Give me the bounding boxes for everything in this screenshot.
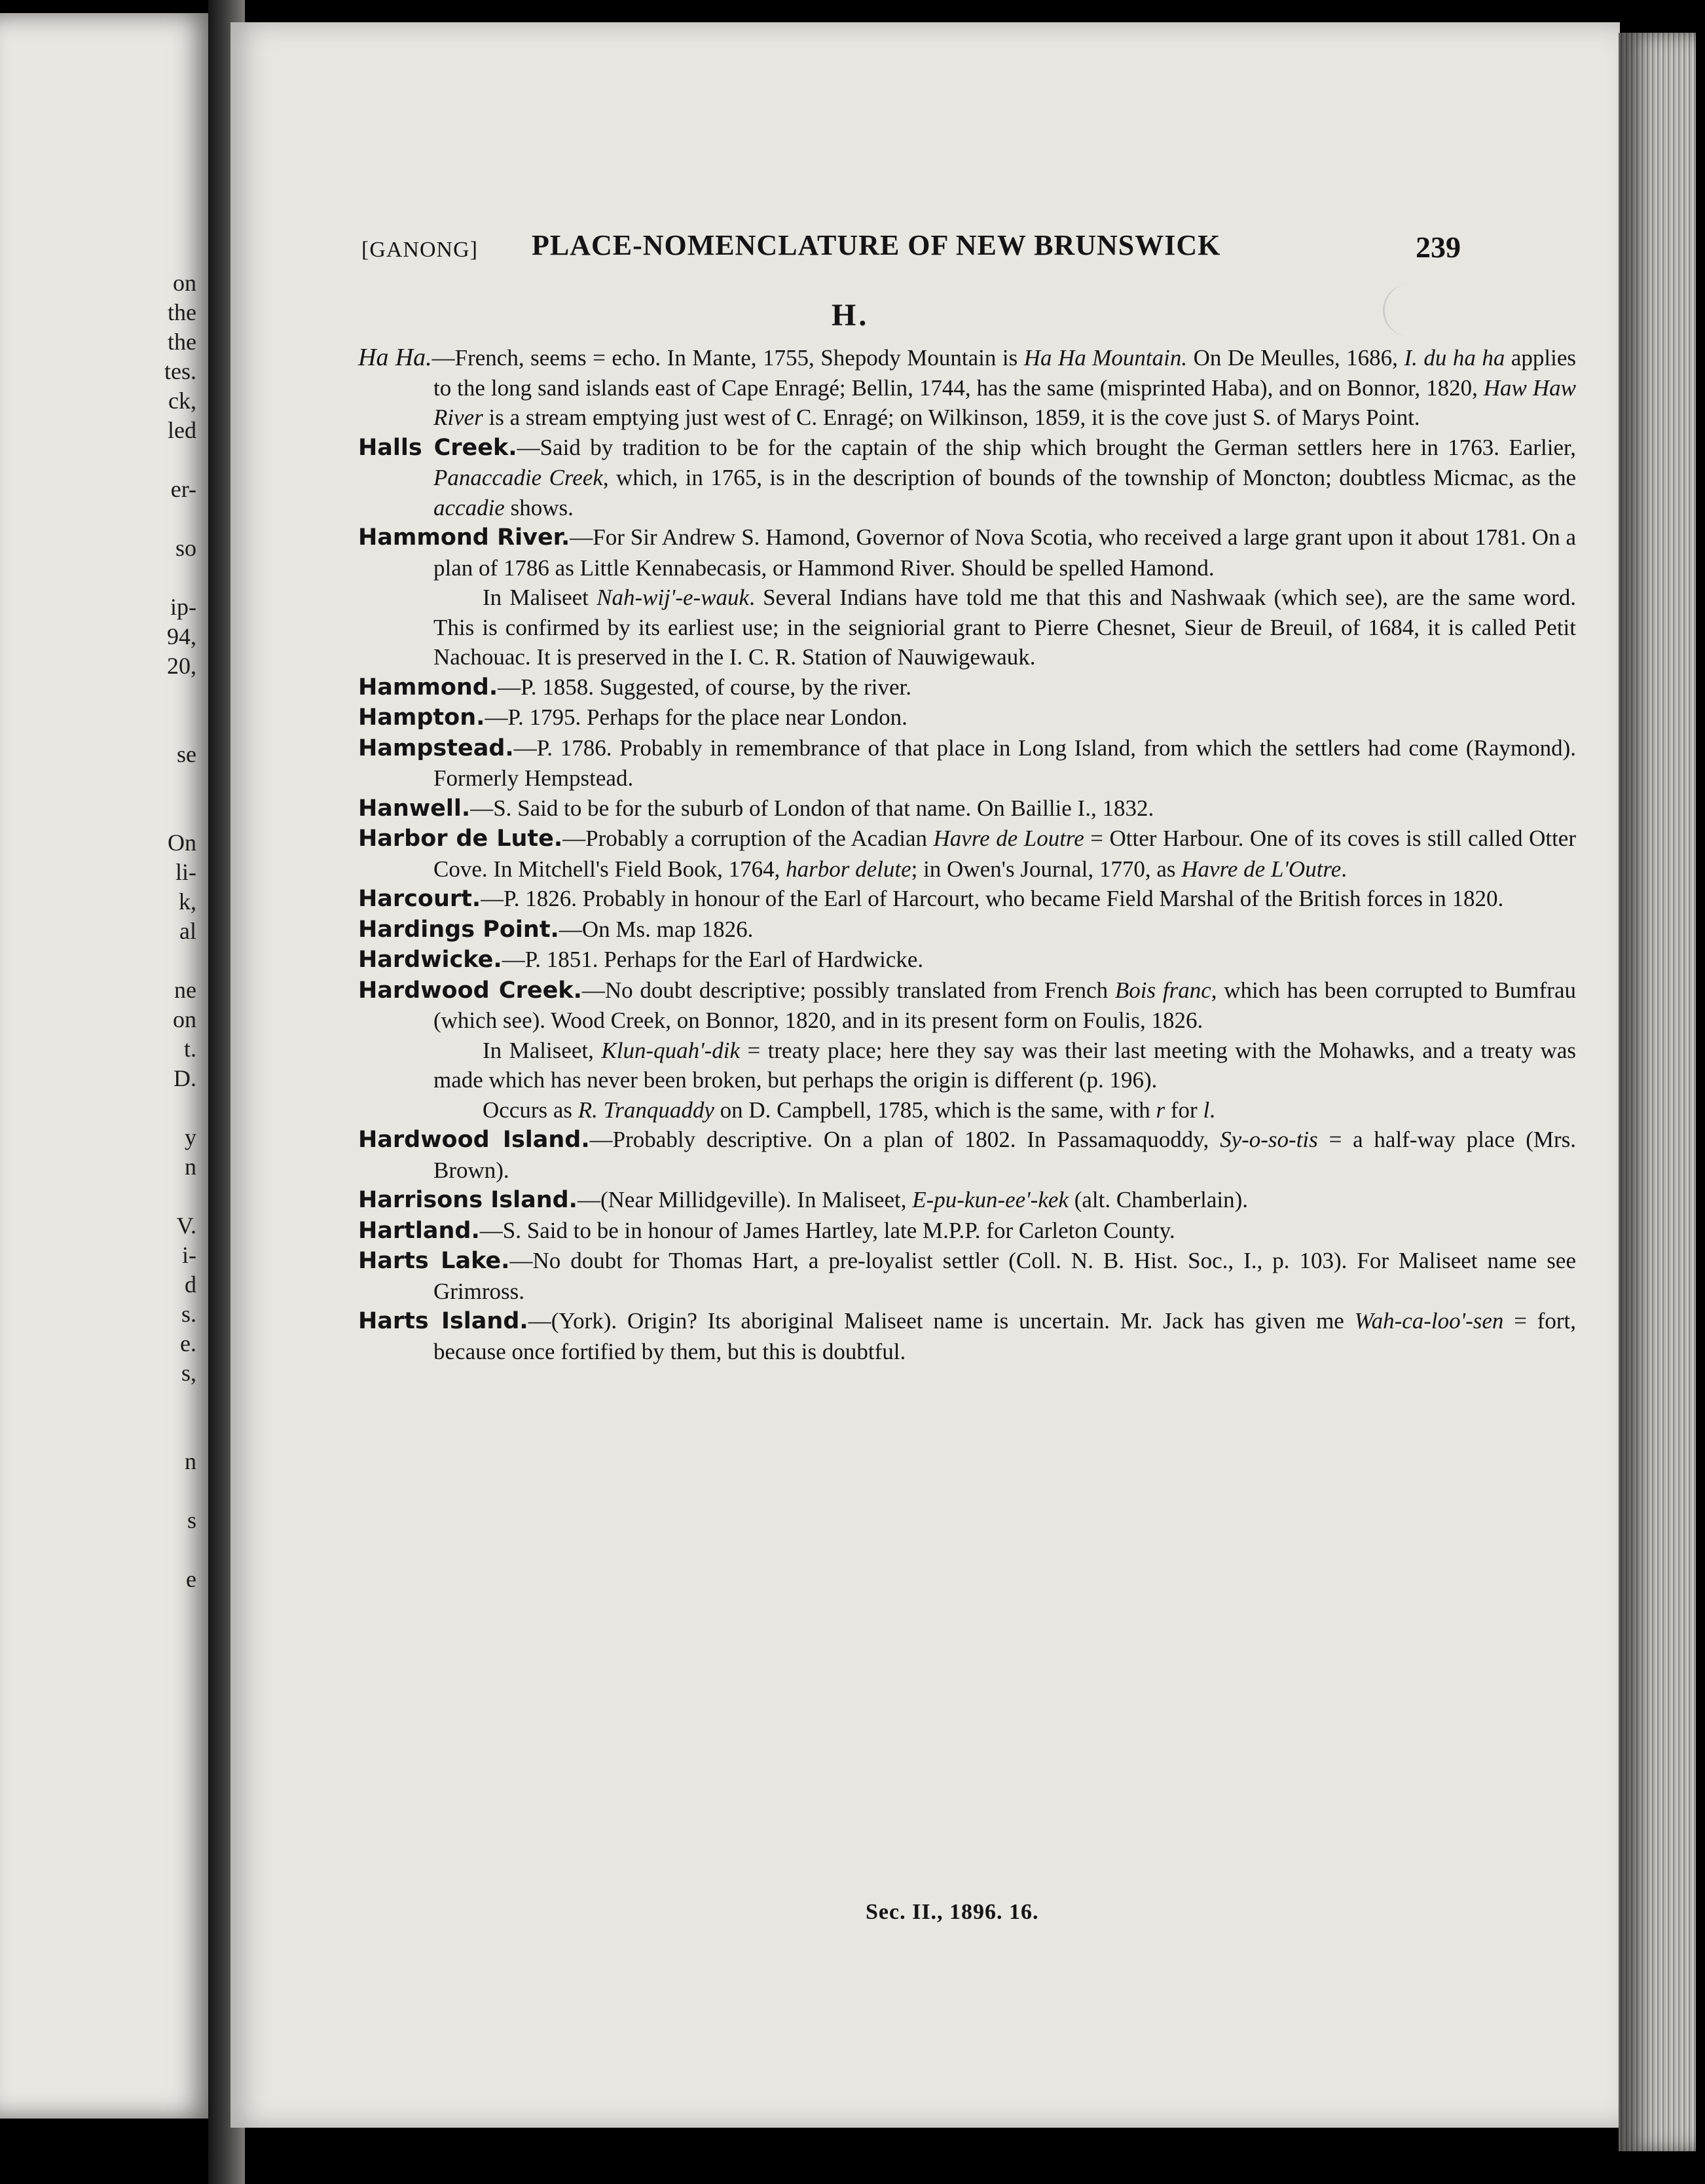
body-text: —Probably a corruption of the Acadian [562, 826, 934, 851]
body-text: —No doubt descriptive; possibly translated from French [581, 977, 1115, 1003]
entry-term: Hammond. [358, 674, 498, 701]
body-text: —P. 1858. Suggested, of course, by the river. [498, 674, 912, 700]
dictionary-entry [358, 793, 1576, 824]
facing-page-fragment: y [185, 1124, 196, 1150]
entry-term: Harcourt. [358, 886, 481, 912]
dictionary-entry [358, 1306, 1576, 1366]
facing-page-fragment: er- [170, 476, 196, 502]
body-text: , which, in 1765, is in the description of bounds of the township of Moncton; doubtless Micmac, as the [602, 465, 1576, 490]
entry-list [358, 343, 1576, 1366]
body-text: = fort, because once fortified by them, but this is doubtful. [433, 1308, 1577, 1364]
entry-term: Hampton. [358, 704, 485, 731]
dictionary-entry [358, 915, 1576, 945]
entry-term: Hampstead. [358, 735, 514, 761]
body-text: —Probably descriptive. On a plan of 1802. In Passamaquoddy, [589, 1127, 1220, 1152]
body-text: is a stream emptying just west of C. Enragé; on Wilkinson, 1859, it is the cove just S. of Marys Point. [483, 405, 1420, 430]
facing-page-fragment: 20, [167, 653, 196, 679]
body-text: —P. 1851. Perhaps for the Earl of Hardwicke. [502, 947, 924, 972]
body-text: —(York). Origin? Its aboriginal Maliseet name is uncertain. Mr. Jack has given me [528, 1308, 1355, 1334]
facing-page-fragment: s [187, 1507, 196, 1533]
facing-page-fragment: li- [175, 859, 196, 885]
facing-page-fragment: n [185, 1448, 196, 1474]
facing-page-fragment: se [177, 741, 196, 767]
facing-page-fragment: 94, [167, 623, 196, 649]
body-text: In Maliseet [483, 585, 597, 610]
italic-text: Panaccadie Creek [433, 465, 603, 490]
italic-text: Sy-o-so-tis [1220, 1127, 1318, 1152]
entry-term: Hammond River. [358, 524, 570, 551]
body-text: —No doubt for Thomas Hart, a pre-loyalist settler (Coll. N. B. Hist. Soc., I., p. 103). For Maliseet name see Grimross. [433, 1248, 1576, 1304]
body-text: Occurs as [483, 1097, 578, 1123]
body-text: = Otter Harbour. One of its coves is still called Otter Cove. In Mitchell's Field Book, 1764, [433, 826, 1576, 882]
entry-term: Hardwood Creek. [358, 977, 582, 1004]
body-text: —French, seems = echo. In Mante, 1755, Shepody Mountain is [431, 345, 1024, 371]
facing-page-fragment: d [185, 1271, 196, 1298]
entry-term: Hartland. [358, 1217, 480, 1244]
italic-text: l [1203, 1097, 1210, 1123]
dictionary-entry [358, 884, 1576, 915]
facing-page-fragment: led [168, 417, 196, 443]
body-text: . [1209, 1097, 1215, 1123]
facing-page-fragment: ck, [168, 388, 196, 414]
facing-page-fragment: so [175, 535, 196, 561]
body-text: —S. Said to be for the suburb of London of that name. On Baillie I., 1832. [470, 795, 1154, 821]
facing-page-fragment: k, [179, 888, 196, 915]
dictionary-entry [358, 1185, 1576, 1216]
entry-term: Harts Lake. [358, 1248, 510, 1274]
entry-term: Hanwell. [358, 795, 471, 822]
italic-text: Ha Ha Mountain. [1023, 345, 1188, 371]
body-text: for [1165, 1097, 1203, 1123]
body-text: on D. Campbell, 1785, which is the same, with [714, 1097, 1156, 1123]
body-text: —For Sir Andrew S. Hamond, Governor of Nova Scotia, who received a large grant upon it about 1781. On a plan of 1786 as Little Kennabecasis, or Hammond River. Should be spelled Hamond. [433, 524, 1576, 581]
entry-subparagraph [358, 583, 1576, 672]
body-text: ; in Owen's Journal, 1770, as [911, 856, 1182, 882]
facing-page-fragment: tes. [164, 358, 196, 384]
body-text: —P. 1826. Probably in honour of the Earl of Harcourt, who became Field Marshal of the British forces in 1820. [481, 886, 1504, 911]
dictionary-entry [358, 824, 1576, 884]
body-text: —(Near Millidgeville). In Maliseet, [577, 1187, 913, 1212]
body-text: —Said by tradition to be for the captain of the ship which brought the German settlers here in 1763. Earlier, [517, 434, 1576, 460]
entry-subparagraph [358, 1095, 1576, 1125]
entry-term: Harbor de Lute. [358, 826, 563, 852]
italic-text: E-pu-kun-ee'-kek [912, 1187, 1069, 1212]
facing-page-fragment: on [173, 270, 196, 296]
italic-text: Klun-quah'-dik [601, 1037, 740, 1063]
entry-subparagraph [358, 1036, 1576, 1095]
facing-page-fragment: ne [174, 977, 196, 1003]
italic-text: R. Tranquaddy [578, 1097, 714, 1123]
body-text: shows. [504, 494, 574, 520]
section-letter: H. [832, 298, 870, 333]
body-text: —S. Said to be in honour of James Hartley, late M.P.P. for Carleton County. [479, 1217, 1175, 1243]
entry-term: Harts Island. [358, 1308, 528, 1334]
body-text: . [1341, 856, 1348, 882]
dictionary-entry [358, 343, 1576, 433]
italic-text: Havre de L'Outre [1181, 856, 1342, 882]
page-number: 239 [1416, 230, 1461, 264]
body-text: , which has been corrupted to Bumfrau (which see). Wood Creek, on Bonnor, 1820, and in its present form on Foulis, 1826. [433, 977, 1576, 1033]
body-text: —P. 1795. Perhaps for the place near London. [485, 704, 908, 730]
facing-page-fragment: the [168, 299, 196, 325]
facing-page-fragment: s, [181, 1360, 196, 1386]
pencil-mark [1383, 284, 1424, 337]
facing-page-fragment: t. [183, 1036, 196, 1062]
dictionary-entry [358, 702, 1576, 733]
signature-footer: Sec. II., 1896. 16. [866, 1900, 1039, 1924]
page-block-edge [1619, 33, 1696, 2151]
dictionary-entry [358, 1246, 1576, 1306]
book-page [230, 22, 1620, 2128]
facing-page-fragment: e. [180, 1330, 196, 1356]
dictionary-entry [358, 1125, 1576, 1185]
italic-text: Bois franc [1114, 977, 1211, 1003]
body-text: (alt. Chamberlain). [1068, 1187, 1249, 1212]
dictionary-entry [358, 945, 1576, 975]
body-text: In Maliseet, [483, 1037, 602, 1063]
facing-page-fragment: the [168, 329, 196, 355]
italic-text: r [1156, 1097, 1165, 1123]
italic-text: harbor delute [786, 856, 911, 882]
entry-term: Hardings Point. [358, 916, 559, 943]
italic-text: Nah-wij'-e-wauk [596, 585, 750, 610]
running-header [361, 228, 1475, 274]
header-author: [GANONG] [361, 238, 478, 262]
body-text: . Several Indians have told me that this and Nashwaak (which see), are the same word. This is confirmed by its earliest use; in the seigniorial grant to Pierre Chesnet, Sieur de Breuil, of 1684, it is called Petit Nachouac. It is preserved in the I. C. R. Station of Nauwigewauk. [433, 585, 1576, 670]
facing-page-fragment: On [168, 829, 196, 856]
entry-term: Hardwicke. [358, 947, 502, 973]
dictionary-entry [358, 1216, 1576, 1247]
facing-page-fragment: D. [174, 1065, 196, 1091]
facing-page-fragment: n [185, 1154, 196, 1180]
italic-text: Wah-ca-loo'-sen [1354, 1308, 1504, 1334]
italic-text: accadie [433, 494, 505, 520]
dictionary-entry [358, 433, 1576, 523]
body-text: —On Ms. map 1826. [559, 916, 754, 942]
dictionary-entry [358, 672, 1576, 703]
body-text: —P. 1786. Probably in remembrance of that place in Long Island, from which the settlers had come (Raymond). Formerly Hempstead. [433, 735, 1576, 791]
dictionary-entry [358, 975, 1576, 1036]
body-text: applies to the long sand islands east of Cape Enragé; Bellin, 1744, has the same (misprinted Haba), and on Bonnor, 1820, [433, 345, 1576, 401]
dictionary-entry [358, 522, 1576, 583]
facing-page-fragment: s. [181, 1301, 196, 1327]
italic-text: I. du ha ha [1404, 345, 1505, 371]
entry-term: Hardwood Island. [358, 1127, 590, 1153]
italic-text: Havre de Loutre [933, 826, 1084, 851]
italic-text: Haw Haw River [433, 374, 1576, 430]
facing-page-fragment: al [179, 918, 196, 944]
body-text: = treaty place; here they say was their last meeting with the Mohawks, and a treaty was made which has never been broken, but perhaps the origin is different (p. 196). [433, 1037, 1576, 1093]
entry-term: Harrisons Island. [358, 1187, 578, 1213]
body-text: = a half-way place (Mrs. Brown). [433, 1127, 1576, 1183]
facing-page-fragment: ip- [170, 594, 196, 620]
facing-page-fragment: i- [182, 1242, 196, 1268]
entry-term: Halls Creek. [358, 434, 517, 461]
entry-term: Ha Ha. [358, 344, 432, 371]
header-title: PLACE-NOMENCLATURE OF NEW BRUNSWICK [532, 229, 1221, 261]
facing-page-fragment: e [186, 1566, 196, 1592]
facing-page [0, 13, 216, 2119]
facing-page-fragment: V. [176, 1212, 196, 1239]
body-text: On De Meulles, 1686, [1187, 345, 1404, 371]
facing-page-fragment: on [173, 1006, 196, 1032]
dictionary-entry [358, 733, 1576, 793]
